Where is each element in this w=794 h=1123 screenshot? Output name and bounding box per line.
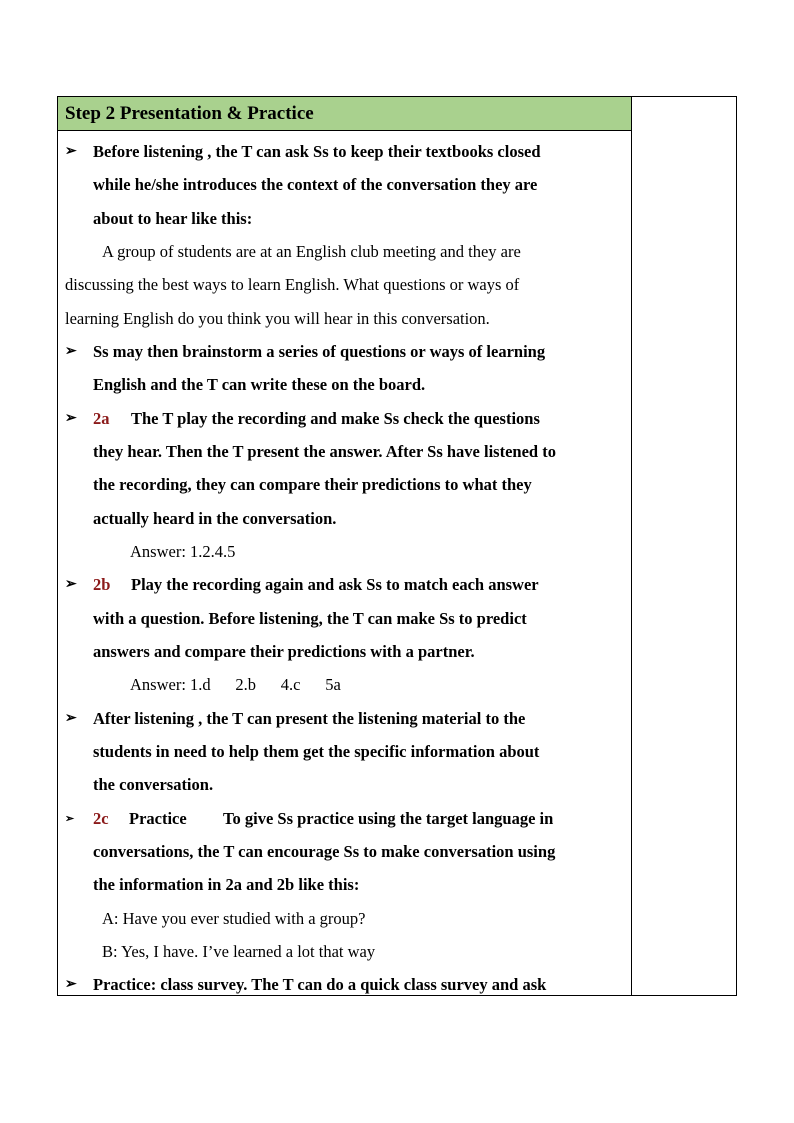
text-line: actually heard in the conversation. <box>93 509 337 528</box>
text-line: while he/she introduces the context of the conversation they are <box>93 175 538 194</box>
bullet-item-class-survey: ➢ Practice: class survey. The T can do a quick class survey and ask <box>58 971 631 999</box>
text-line: the conversation. <box>93 775 214 794</box>
text-line: English and the T can write these on the board. <box>93 375 426 394</box>
bullet-arrow-icon: ➢ <box>65 813 75 825</box>
dialogue-line-b: B: Yes, I have. I’ve learned a lot that way <box>102 942 376 961</box>
bullet-arrow-icon: ➢ <box>65 577 77 592</box>
section-header: Step 2 Presentation & Practice <box>58 97 631 131</box>
context-line: discussing the best ways to learn English. What questions or ways of <box>65 275 520 294</box>
text-line: about to hear like this: <box>93 209 253 228</box>
bullet-item-2b: ➢ 2b Play the recording again and ask Ss to match each answer <box>58 571 631 599</box>
bullet-item-2a: ➢ 2a The T play the recording and make Ss check the questions <box>58 405 631 433</box>
text-line: answers and compare their predictions with a partner. <box>93 642 475 661</box>
dialogue-line-a: A: Have you ever studied with a group? <box>102 909 366 928</box>
text-line: with a question. Before listening, the T can make Ss to predict <box>93 609 527 628</box>
context-line: A group of students are at an English club meeting and they are <box>102 242 521 261</box>
bullet-arrow-icon: ➢ <box>65 344 77 359</box>
text-line: students in need to help them get the specific information about <box>93 742 540 761</box>
text-line: the information in 2a and 2b like this: <box>93 875 360 894</box>
bullet-arrow-icon: ➢ <box>65 411 77 426</box>
bullet-item-2c: ➢ 2c Practice To give Ss practice using the target language in <box>58 805 631 833</box>
text-line: they hear. Then the T present the answer. After Ss have listened to <box>93 442 556 461</box>
context-line: learning English do you think you will hear in this conversation. <box>65 309 490 328</box>
activity-code: 2b <box>93 575 111 594</box>
practice-label: Practice <box>129 809 187 828</box>
text-line: conversations, the T can encourage Ss to make conversation using <box>93 842 556 861</box>
bullet-item-after-listening: ➢ After listening , the T can present the listening material to the <box>58 705 631 733</box>
activity-code: 2a <box>93 409 110 428</box>
activity-code: 2c <box>93 809 109 828</box>
bullet-arrow-icon: ➢ <box>65 977 77 992</box>
bullet-arrow-icon: ➢ <box>65 144 77 159</box>
text-line: the recording, they can compare their predictions to what they <box>93 475 532 494</box>
lesson-table <box>57 96 737 996</box>
bullet-item-before-listening: ➢ Before listening , the T can ask Ss to keep their textbooks closed <box>58 138 631 166</box>
answer-line: Answer: 1.d 2.b 4.c 5a <box>130 675 341 694</box>
column-divider <box>631 97 632 995</box>
bullet-arrow-icon: ➢ <box>65 711 77 726</box>
answer-line: Answer: 1.2.4.5 <box>130 542 236 561</box>
bullet-item-brainstorm: ➢ Ss may then brainstorm a series of questions or ways of learning <box>58 338 631 366</box>
